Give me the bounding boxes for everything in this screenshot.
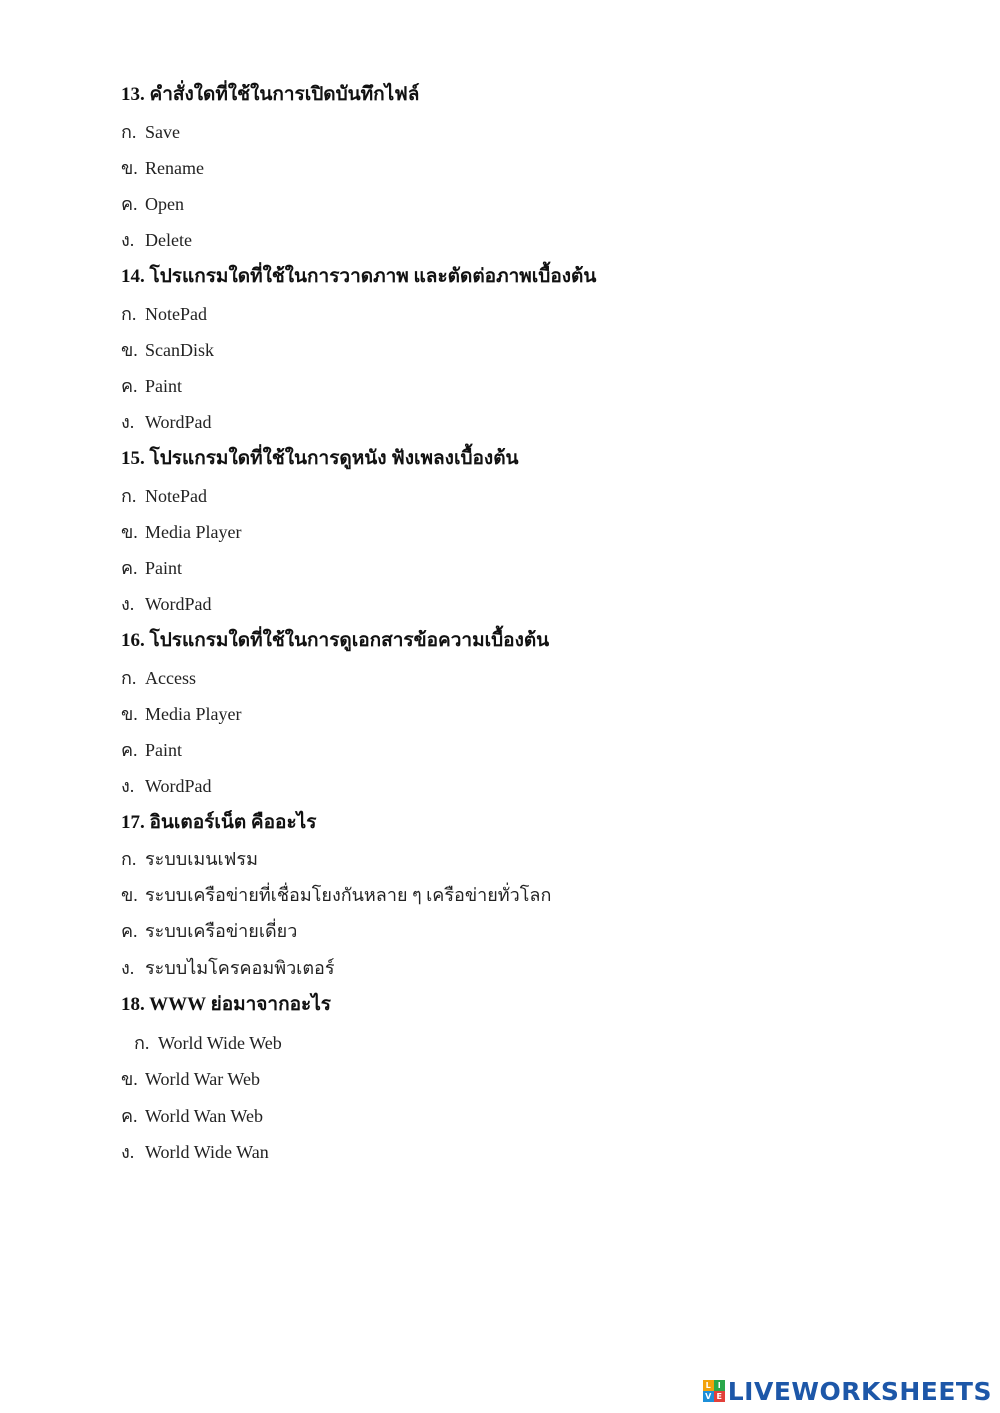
choice-14-c	[121, 375, 182, 397]
choice-18-d	[121, 1141, 269, 1163]
logo-mark-letter: I	[714, 1380, 725, 1391]
choice-text: WordPad	[145, 776, 212, 796]
choice-text: ระบบเครือข่ายเดี่ยว	[145, 921, 298, 941]
choice-text: World Wide Wan	[145, 1142, 269, 1162]
choice-letter: ค.	[121, 194, 138, 214]
choice-17-d	[121, 957, 335, 979]
choice-18-c	[121, 1105, 263, 1127]
choice-letter: ง.	[121, 412, 135, 432]
choice-16-b	[121, 703, 241, 725]
question-16: 16. โปรแกรมใดที่ใช้ในการดูเอกสารข้อความเบื้องต้น	[121, 630, 550, 651]
choice-text: ScanDisk	[145, 340, 214, 360]
choice-text: WordPad	[145, 594, 212, 614]
choice-letter: ค.	[121, 376, 138, 396]
choice-letter: ก.	[121, 122, 137, 142]
logo-mark-letter: E	[714, 1391, 725, 1402]
choice-letter: ก.	[134, 1033, 150, 1053]
choice-14-b	[121, 339, 214, 361]
choice-text: ระบบไมโครคอมพิวเตอร์	[145, 958, 335, 978]
choice-15-b	[121, 521, 241, 543]
question-14: 14. โปรแกรมใดที่ใช้ในการวาดภาพ และตัดต่อภาพเบื้องต้น	[121, 266, 597, 287]
choice-15-a	[121, 485, 207, 507]
choice-text: World Wide Web	[158, 1033, 282, 1053]
choice-text: Paint	[145, 376, 183, 396]
choice-letter: ง.	[121, 230, 135, 250]
choice-letter: ง.	[121, 958, 135, 978]
choice-text: Paint	[145, 740, 183, 760]
choice-17-a	[121, 848, 258, 870]
choice-text: Media Player	[145, 704, 242, 724]
question-17: 17. อินเตอร์เน็ต คืออะไร	[121, 812, 317, 833]
choice-13-a	[121, 121, 180, 143]
choice-letter: ก.	[121, 486, 137, 506]
choice-letter: ง.	[121, 1142, 135, 1162]
choice-15-c	[121, 557, 182, 579]
choice-text: Access	[145, 668, 196, 688]
logo-text: LIVEWORKSHEETS	[727, 1376, 992, 1406]
choice-text: Delete	[145, 230, 192, 250]
choice-18-a	[134, 1032, 282, 1054]
choice-letter: ง.	[121, 776, 135, 796]
choice-14-d	[121, 411, 212, 433]
choice-letter: ข.	[121, 704, 138, 724]
question-13: 13. คำสั่งใดที่ใช้ในการเปิดบันทึกไฟล์	[121, 84, 420, 105]
choice-letter: ก.	[121, 849, 137, 869]
choice-14-a	[121, 303, 207, 325]
choice-13-b	[121, 157, 204, 179]
choice-16-c	[121, 739, 182, 761]
choice-letter: ค.	[121, 921, 138, 941]
logo-mark-icon	[703, 1380, 725, 1402]
choice-letter: ง.	[121, 594, 135, 614]
choice-15-d	[121, 593, 212, 615]
choice-letter: ข.	[121, 522, 138, 542]
choice-letter: ก.	[121, 668, 137, 688]
question-15: 15. โปรแกรมใดที่ใช้ในการดูหนัง ฟังเพลงเบื้องต้น	[121, 448, 519, 469]
choice-text: World Wan Web	[145, 1106, 263, 1126]
logo-mark-letter: L	[703, 1380, 714, 1391]
choice-letter: ค.	[121, 558, 138, 578]
choice-letter: ข.	[121, 158, 138, 178]
choice-text: WordPad	[145, 412, 212, 432]
choice-text: World War Web	[145, 1069, 260, 1089]
choice-letter: ข.	[121, 340, 138, 360]
choice-letter: ข.	[121, 1069, 138, 1089]
choice-16-d	[121, 775, 212, 797]
choice-text: Paint	[145, 558, 183, 578]
choice-17-c	[121, 920, 297, 942]
choice-16-a	[121, 667, 196, 689]
choice-text: Save	[145, 122, 180, 142]
liveworksheets-logo	[703, 1375, 992, 1407]
choice-text: Open	[145, 194, 184, 214]
choice-text: Rename	[145, 158, 204, 178]
choice-13-d	[121, 229, 192, 251]
question-18: 18. WWW ย่อมาจากอะไร	[121, 994, 331, 1015]
choice-text: ระบบเมนเฟรม	[145, 849, 258, 869]
choice-text: Media Player	[145, 522, 242, 542]
choice-text: ระบบเครือข่ายที่เชื่อมโยงกันหลาย ๆ เครือข่ายทั่วโลก	[145, 885, 552, 905]
choice-17-b	[121, 884, 551, 906]
choice-letter: ข.	[121, 885, 138, 905]
choice-13-c	[121, 193, 184, 215]
choice-letter: ก.	[121, 304, 137, 324]
choice-letter: ค.	[121, 740, 138, 760]
choice-18-b	[121, 1068, 260, 1090]
choice-letter: ค.	[121, 1106, 138, 1126]
choice-text: NotePad	[145, 486, 207, 506]
logo-mark-letter: V	[703, 1391, 714, 1402]
choice-text: NotePad	[145, 304, 207, 324]
